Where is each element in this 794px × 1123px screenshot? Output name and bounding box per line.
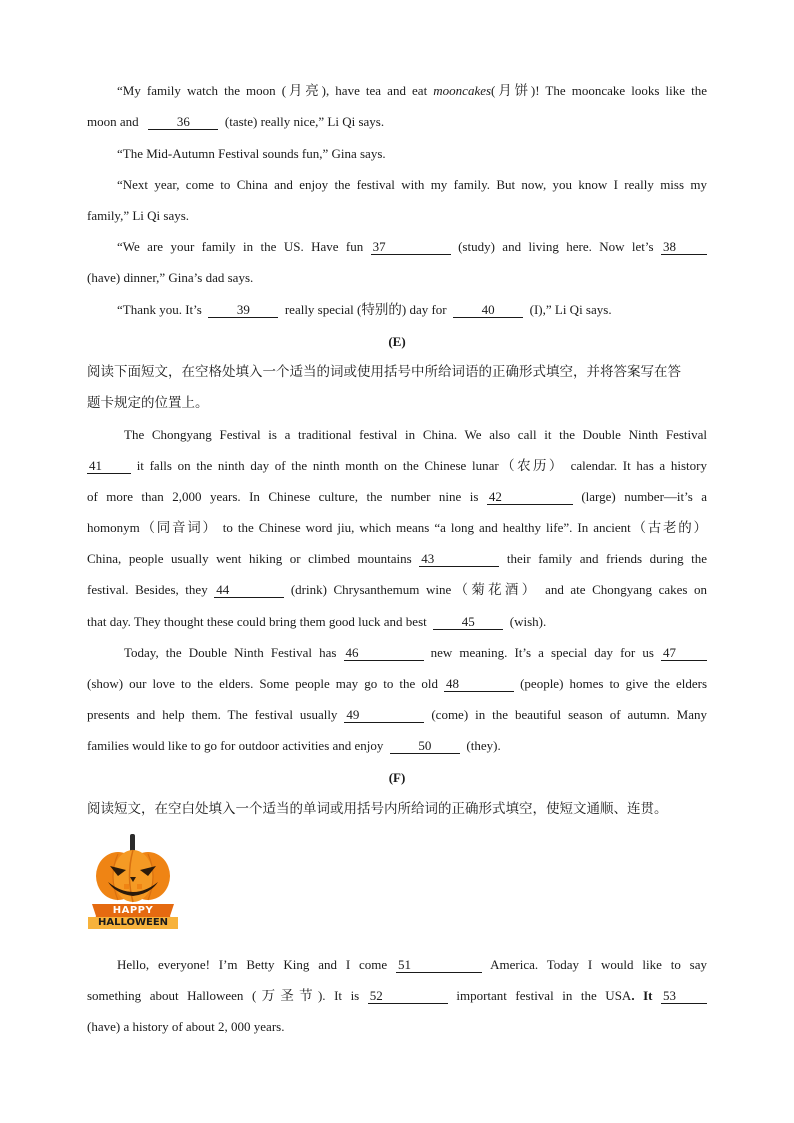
blank-38[interactable]: 38 xyxy=(661,240,707,255)
blank-43[interactable]: 43 xyxy=(419,552,499,567)
passage-e-line-4: homonym（同音词） to the Chinese word jiu, which means “a long and healthy life”. In ancient（古老的） xyxy=(87,520,708,536)
passage-f-line-3: (have) a history of about 2, 000 years. xyxy=(87,1019,285,1034)
blank-44[interactable]: 44 xyxy=(214,583,284,598)
passage-e-line-9: (show) our love to the elders. Some people may go to the old 48 (people) homes to give the elders xyxy=(87,676,708,691)
blank-37[interactable]: 37 xyxy=(371,240,451,255)
blank-40[interactable]: 40 xyxy=(453,303,523,318)
logo-text-happy: HAPPY xyxy=(112,905,154,916)
section-e-instruction-2: 题卡规定的位置上。 xyxy=(87,395,209,411)
passage-e-line-6: festival. Besides, they 44 (drink) Chrysanthemum wine（菊花酒） and ate Chongyang cakes on xyxy=(87,582,708,598)
halloween-pumpkin-logo xyxy=(88,832,178,940)
passage-e-line-3: of more than 2,000 years. In Chinese culture, the number nine is 42 (large) number—it’s a xyxy=(87,489,708,504)
blank-52[interactable]: 52 xyxy=(368,989,448,1004)
passage-e-line-7: that day. They thought these could bring them good luck and best 45 (wish). xyxy=(87,614,547,629)
passage-line-2: moon and 36 (taste) really nice,” Li Qi says. xyxy=(87,114,385,129)
blank-42[interactable]: 42 xyxy=(487,490,573,505)
blank-45[interactable]: 45 xyxy=(433,615,503,630)
logo-text-halloween: HALLOWEEN xyxy=(88,917,178,929)
section-e-instruction-1: 阅读下面短文，在空格处填入一个适当的词或使用括号中所给词语的正确形式填空，并将答案写在答 xyxy=(87,364,681,380)
passage-line-6: “We are your family in the US. Have fun 37 (study) and living here. Now let’s 38 xyxy=(87,238,707,256)
blank-48[interactable]: 48 xyxy=(444,677,514,692)
passage-line-3: “The Mid-Autumn Festival sounds fun,” Gina says. xyxy=(117,146,386,161)
passage-f-line-2: something about Halloween (万圣节). It is 52 important festival in the USA. It 53 xyxy=(87,987,707,1005)
section-f-instruction: 阅读短文，在空白处填入一个适当的单词或用括号内所给词的正确形式填空，使短文通顺、连贯。 xyxy=(87,801,668,817)
blank-39[interactable]: 39 xyxy=(208,303,278,318)
blank-41[interactable]: 41 xyxy=(87,459,131,474)
passage-e-line-5: China, people usually went hiking or climbed mountains 43 their family and friends during the xyxy=(87,551,708,566)
passage-e-line-2: 41 it falls on the ninth day of the ninth month on the Chinese lunar（农历） calendar. It has a history xyxy=(89,458,708,474)
section-f-heading: (F) xyxy=(388,770,406,785)
passage-e-line-1: The Chongyang Festival is a traditional festival in China. We also call it the Double Ninth Festival xyxy=(124,427,707,442)
blank-47[interactable]: 47 xyxy=(661,646,707,661)
passage-line-1: “My family watch the moon (月亮), have tea and eat mooncakes(月饼)! The mooncake looks like the xyxy=(117,83,707,99)
passage-e-line-8: Today, the Double Ninth Festival has 46 new meaning. It’s a special day for us 47 xyxy=(87,644,707,662)
blank-51[interactable]: 51 xyxy=(396,958,482,973)
blank-36[interactable]: 36 xyxy=(148,115,218,130)
passage-line-8: “Thank you. It’s 39 really special (特别的) day for 40 (I),” Li Qi says. xyxy=(117,302,612,318)
passage-f-line-1: Hello, everyone! I’m Betty King and I come 51 America. Today I would like to say xyxy=(117,957,707,972)
blank-53[interactable]: 53 xyxy=(661,989,707,1004)
blank-50[interactable]: 50 xyxy=(390,739,460,754)
passage-line-5: family,” Li Qi says. xyxy=(87,208,190,223)
passage-e-line-11: families would like to go for outdoor activities and enjoy 50 (they). xyxy=(87,738,501,753)
blank-46[interactable]: 46 xyxy=(344,646,424,661)
passage-e-line-10: presents and help them. The festival usually 49 (come) in the beautiful season of autumn. Many xyxy=(87,707,708,722)
section-e-heading: (E) xyxy=(388,334,406,349)
passage-line-7: (have) dinner,” Gina’s dad says. xyxy=(87,270,254,285)
blank-49[interactable]: 49 xyxy=(344,708,424,723)
passage-line-4: “Next year, come to China and enjoy the festival with my family. But now, you know I really miss my xyxy=(117,177,707,192)
